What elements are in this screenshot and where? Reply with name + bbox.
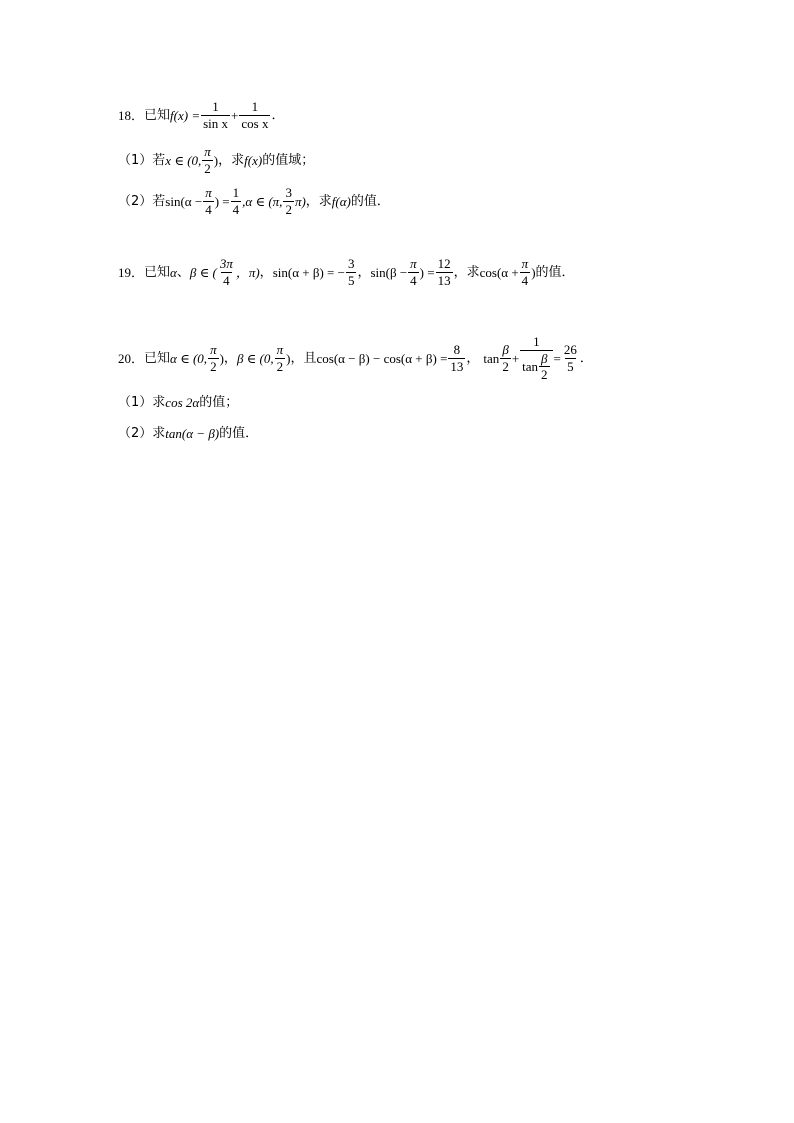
fraction: $\frac{\pi}{4}$ bbox=[521, 256, 529, 288]
formula-lhs: f(x) = bbox=[170, 107, 201, 123]
fraction: $\frac{\beta}{2}$ bbox=[541, 350, 548, 383]
fraction: $\frac{\pi}{2}$ bbox=[204, 144, 211, 176]
part-label: （2） bbox=[118, 426, 153, 441]
problem-number: 19． bbox=[118, 264, 145, 280]
fraction: $\frac{26}{5}$ bbox=[563, 342, 577, 374]
problem-20-part-1: （1） 求 cos 2α 的值； bbox=[118, 395, 239, 410]
fraction: $\frac{\pi}{4}$ bbox=[205, 185, 212, 217]
problem-number: 18． bbox=[118, 107, 145, 123]
fraction: $\frac{1}{4}$ bbox=[232, 185, 240, 217]
compound-fraction: 1 tan $\frac{\beta}{2}$ bbox=[520, 335, 552, 382]
fraction: $\frac{3}{5}$ bbox=[347, 256, 355, 288]
fraction: $\frac{3}{2}$ bbox=[285, 185, 292, 217]
fraction: $\frac{\pi}{2}$ bbox=[276, 342, 284, 374]
problem-20-stem: 20． 已知 α ∈ (0, $\frac{\pi}{2}$ ) ， β ∈ (0, $\frac{\pi}{2}$ ) ，且 cos(α − β) − cos(α + β) = $\frac{8}{13}$ ， tan $\frac{\beta}{2}$ + 1 tan $\frac{\beta}{2}$ = $\frac{26}{5}$ ． bbox=[118, 334, 593, 383]
part-label: （2） bbox=[118, 193, 153, 209]
problem-18-stem: 18． 已知 f(x) = $\frac{1}{\text{sin x}}$ + $\frac{1}{\text{cos x}}$ ． bbox=[118, 99, 285, 131]
part-label: （1） bbox=[118, 395, 153, 410]
fraction: $\frac{\beta}{2}$ bbox=[502, 342, 509, 374]
fraction: $\frac{3\pi}{4}$ bbox=[219, 256, 233, 288]
problem-number: 20． bbox=[118, 350, 145, 366]
fraction: $\frac{\pi}{2}$ bbox=[210, 342, 217, 374]
fraction: $\frac{8}{13}$ bbox=[450, 342, 464, 374]
fraction: $\frac{12}{13}$ bbox=[437, 256, 451, 288]
part-label: （1） bbox=[118, 152, 153, 168]
problem-18-part-2: （2） 若 sin(α − $\frac{\pi}{4}$ ) = $\frac{1}{4}$ ,α ∈ (π, $\frac{3}{2}$ π) ，求 f(α) 的值． bbox=[118, 185, 390, 217]
fraction: $\frac{1}{\text{cos x}}$ bbox=[241, 99, 269, 131]
stem-prefix: 已知 bbox=[144, 107, 171, 123]
fraction: $\frac{\pi}{4}$ bbox=[410, 256, 417, 288]
problem-18-part-1: （1） 若 x ∈ (0, $\frac{\pi}{2}$ ) ，求 f(x) 的值域； bbox=[118, 144, 315, 176]
problem-20-part-2: （2） 求 tan(α − β) 的值． bbox=[118, 426, 259, 441]
fraction: $\frac{1}{\text{sin x}}$ bbox=[203, 99, 229, 131]
problem-19-stem: 19． 已知 α 、 β ∈ ( $\frac{3\pi}{4}$ ，π) ， sin(α + β) = − $\frac{3}{5}$ ， sin(β − $\frac{\pi}{4}$ ) = $\frac{12}{13}$ ，求 cos(α + $\frac{\pi}{4}$ ) 的值． bbox=[118, 256, 575, 288]
